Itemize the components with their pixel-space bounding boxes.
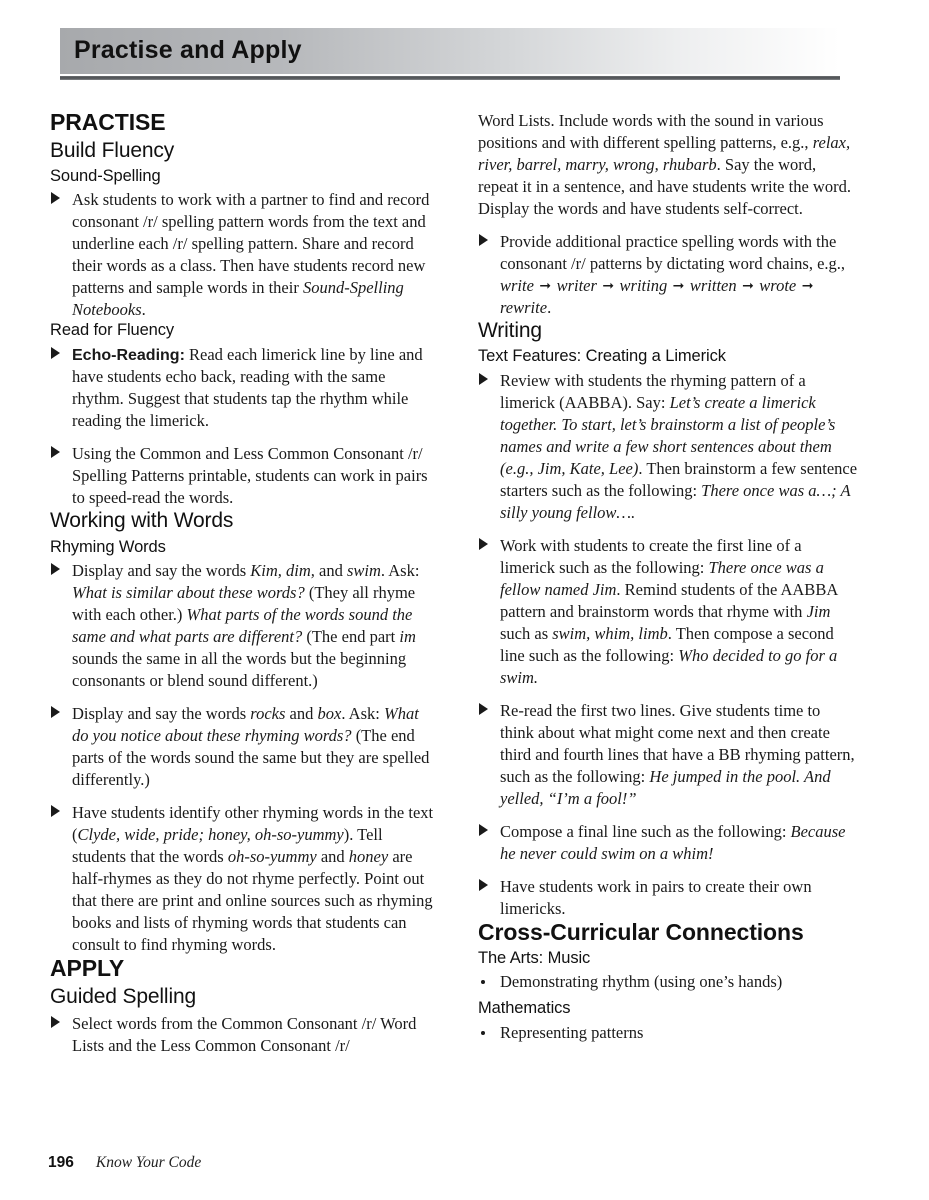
heading-practise: PRACTISE <box>50 109 166 135</box>
heading-read-for-fluency: Read for Fluency <box>50 321 175 340</box>
bullet-item <box>478 971 858 993</box>
page-title: Practise and Apply <box>74 35 302 64</box>
emphasis-text: There once was a fellow named Jim <box>500 557 824 599</box>
emphasis-text: writer <box>556 276 597 296</box>
body-text: Display and say the words <box>72 704 251 724</box>
body-text: . Then brainstorm a few sentence starters such as the following: <box>500 458 858 500</box>
heading-sound-spelling: Sound-Spelling <box>50 166 161 185</box>
triangle-bullet-icon <box>479 703 488 715</box>
heading-working-with-words: Working with Words <box>50 509 234 533</box>
emphasis-text: Kim, dim, <box>250 560 315 580</box>
emphasis-text: swim <box>346 560 381 580</box>
triangle-bullet-icon <box>51 563 60 575</box>
body-text: Have students work in pairs to create their own limericks. <box>500 877 812 919</box>
bullet-item <box>478 535 858 689</box>
bullet-item <box>478 876 858 920</box>
body-text: Using the Common and Less Common Consonant /r/ Spelling Patterns printable, students can work in pairs to speed-read the words. <box>72 444 428 508</box>
body-text: Demonstrating rhythm (using one’s hands) <box>500 972 783 992</box>
body-text: . Ask: <box>380 560 420 580</box>
heading-build-fluency: Build Fluency <box>50 138 175 162</box>
body-text: Work with students to create the first line of a limerick such as the following: <box>500 535 802 577</box>
emphasis-text: What do you notice about these rhyming words? <box>72 704 419 746</box>
list-guided-spelling-left <box>50 1013 435 1057</box>
emphasis-text: Let’s create a limerick together. To start, let’s brainstorm a list of people’s names and write a few short sentences about them (e.g., Jim, Kate, Lee) <box>500 392 836 478</box>
emphasis-text: honey <box>348 847 389 867</box>
body-text: . Say the word, repeat it in a sentence, and have students write the word. Display the words and have students self-correct. <box>478 155 851 219</box>
page-footer <box>48 1154 201 1172</box>
heading-text-features: Text Features: Creating a Limerick <box>478 347 726 366</box>
bullet-item <box>50 703 435 791</box>
emphasis-text: written <box>689 276 737 296</box>
bullet-item <box>478 700 858 810</box>
list-mathematics <box>478 1022 858 1044</box>
right-arrow-icon: ➞ <box>534 278 556 295</box>
page-header-banner <box>60 28 840 74</box>
triangle-bullet-icon <box>479 824 488 836</box>
body-text: . Then compose a second line such as the following: <box>500 623 834 665</box>
emphasis-text: What is similar about these words? <box>72 583 305 602</box>
guided-spelling-continuation <box>478 110 858 220</box>
body-text: . Remind students of the AABBA pattern and brainstorm words that rhyme with <box>500 579 838 621</box>
body-text: . Ask: <box>341 704 384 724</box>
triangle-bullet-icon <box>479 234 488 246</box>
list-text-features <box>478 370 858 920</box>
body-text: Have students identify other rhyming words in the text ( <box>72 803 434 845</box>
emphasis-text: He jumped in the pool. And yelled, “I’m a fool!” <box>500 767 831 809</box>
emphasis-text: There once was a…; A silly young fellow…. <box>500 480 851 522</box>
bullet-item <box>50 560 435 692</box>
triangle-bullet-icon <box>479 879 488 891</box>
triangle-bullet-icon <box>51 805 60 817</box>
emphasis-text: relax, river, barrel, marry, wrong, rhubarb <box>478 133 851 175</box>
body-text: (The end parts of the words sound the same but they are spelled differently.) <box>72 726 430 790</box>
right-arrow-icon: ➞ <box>797 278 814 295</box>
emphasis-text: Jim <box>806 601 831 621</box>
heading-writing: Writing <box>478 319 542 343</box>
list-sound-spelling <box>50 189 435 321</box>
emphasis-text: What parts of the words sound the same and what parts are different? <box>72 605 413 647</box>
bullet-item <box>478 231 858 319</box>
heading-the-arts-music: The Arts: Music <box>478 948 591 967</box>
emphasis-text: Clyde, wide, pride; honey, oh-so-yummy <box>77 825 344 845</box>
bullet-item <box>50 189 435 321</box>
emphasis-text: swim, whim, limb <box>552 623 668 643</box>
triangle-bullet-icon <box>51 706 60 718</box>
emphasis-text: im <box>399 627 416 647</box>
triangle-bullet-icon <box>51 446 60 458</box>
body-text: Word Lists. Include words with the sound in various positions and with different spelling patterns, e.g., <box>478 111 824 153</box>
header-divider-rule <box>60 76 840 80</box>
right-column <box>478 110 858 1050</box>
heading-guided-spelling: Guided Spelling <box>50 985 197 1008</box>
body-text: Provide additional practice spelling words with the consonant /r/ patterns by dictating word chains, e.g., <box>500 232 846 274</box>
list-rhyming-words <box>50 560 435 956</box>
emphasis-text: Sound-Spelling Notebooks <box>72 278 404 320</box>
bold-label-text: Echo-Reading: <box>72 346 185 364</box>
body-text: and <box>316 847 349 867</box>
body-text: Re-read the first two lines. Give students time to think about what might come next and then create third and fourth lines that have a BB rhyming pattern, such as the following: <box>500 700 855 787</box>
emphasis-text: writing <box>619 276 668 296</box>
dot-bullet-icon <box>481 1031 485 1035</box>
dot-bullet-icon <box>481 980 485 984</box>
footer-page-number: 196 <box>48 1154 74 1171</box>
body-text: Review with students the rhyming pattern of a limerick (AABBA). Say: <box>500 370 806 412</box>
heading-cross-curricular-connections: Cross-Curricular Connections <box>478 919 804 946</box>
body-text: Read each limerick line by line and have students echo back, reading with the same rhythm. Suggest that students tap the rhythm while reading the limerick. <box>72 344 423 431</box>
bullet-item <box>50 1013 435 1057</box>
heading-mathematics: Mathematics <box>478 999 571 1018</box>
right-arrow-icon: ➞ <box>668 278 689 295</box>
body-text: ). Tell students that the words <box>72 825 383 867</box>
body-text: Representing patterns <box>500 1022 644 1042</box>
body-text: Compose a final line such as the following: <box>500 822 791 842</box>
bullet-item <box>478 821 858 865</box>
body-text: . <box>141 300 146 320</box>
left-column <box>50 110 435 1057</box>
bullet-item <box>478 1022 858 1044</box>
body-text: sounds the same in all the words but the beginning consonants or blend sound different.) <box>72 649 407 691</box>
body-text: Select words from the Common Consonant /r/ Word Lists and the Less Common Consonant /r/ <box>72 1014 417 1056</box>
triangle-bullet-icon <box>51 192 60 204</box>
list-the-arts-music <box>478 971 858 993</box>
right-arrow-icon: ➞ <box>737 278 759 295</box>
emphasis-text: box <box>317 704 342 724</box>
body-text: . <box>547 298 552 318</box>
emphasis-text: wrote <box>759 276 797 296</box>
list-read-for-fluency <box>50 344 435 509</box>
body-text: Ask students to work with a partner to find and record consonant /r/ spelling pattern words from the text and underline each /r/ spelling pattern. Share and record their words as a class. Then have students record new patterns and sample words in their <box>72 190 430 298</box>
body-text: Display and say the words <box>72 560 251 580</box>
body-text: and <box>314 560 347 580</box>
bullet-item <box>50 344 435 432</box>
emphasis-text: rocks <box>250 704 286 724</box>
triangle-bullet-icon <box>479 373 488 385</box>
bullet-item <box>50 443 435 509</box>
heading-apply: APPLY <box>50 955 125 982</box>
emphasis-text: Because he never could swim on a whim! <box>500 822 846 864</box>
triangle-bullet-icon <box>51 347 60 359</box>
body-text: (They all rhyme with each other.) <box>72 583 416 625</box>
footer-book-title: Know Your Code <box>95 1154 202 1171</box>
emphasis-text: oh-so-yummy <box>227 847 317 867</box>
emphasis-text: write <box>500 276 534 296</box>
list-guided-spelling-right <box>478 231 858 319</box>
triangle-bullet-icon <box>51 1016 60 1028</box>
paragraph <box>478 110 858 220</box>
body-text: (The end part <box>302 627 400 647</box>
body-text: such as <box>500 623 553 643</box>
bullet-item <box>478 370 858 524</box>
body-text: are half-rhymes as they do not rhyme perfectly. Point out that there are print and online sources such as rhyming books and lists of rhyming words that students can consult to find rhyming words. <box>72 847 433 955</box>
triangle-bullet-icon <box>479 538 488 550</box>
heading-rhyming-words: Rhyming Words <box>50 537 166 556</box>
emphasis-text: rewrite <box>500 298 548 318</box>
right-arrow-icon: ➞ <box>597 278 619 295</box>
body-text: and <box>285 704 318 724</box>
emphasis-text: Who decided to go for a swim. <box>500 645 838 687</box>
bullet-item <box>50 802 435 956</box>
